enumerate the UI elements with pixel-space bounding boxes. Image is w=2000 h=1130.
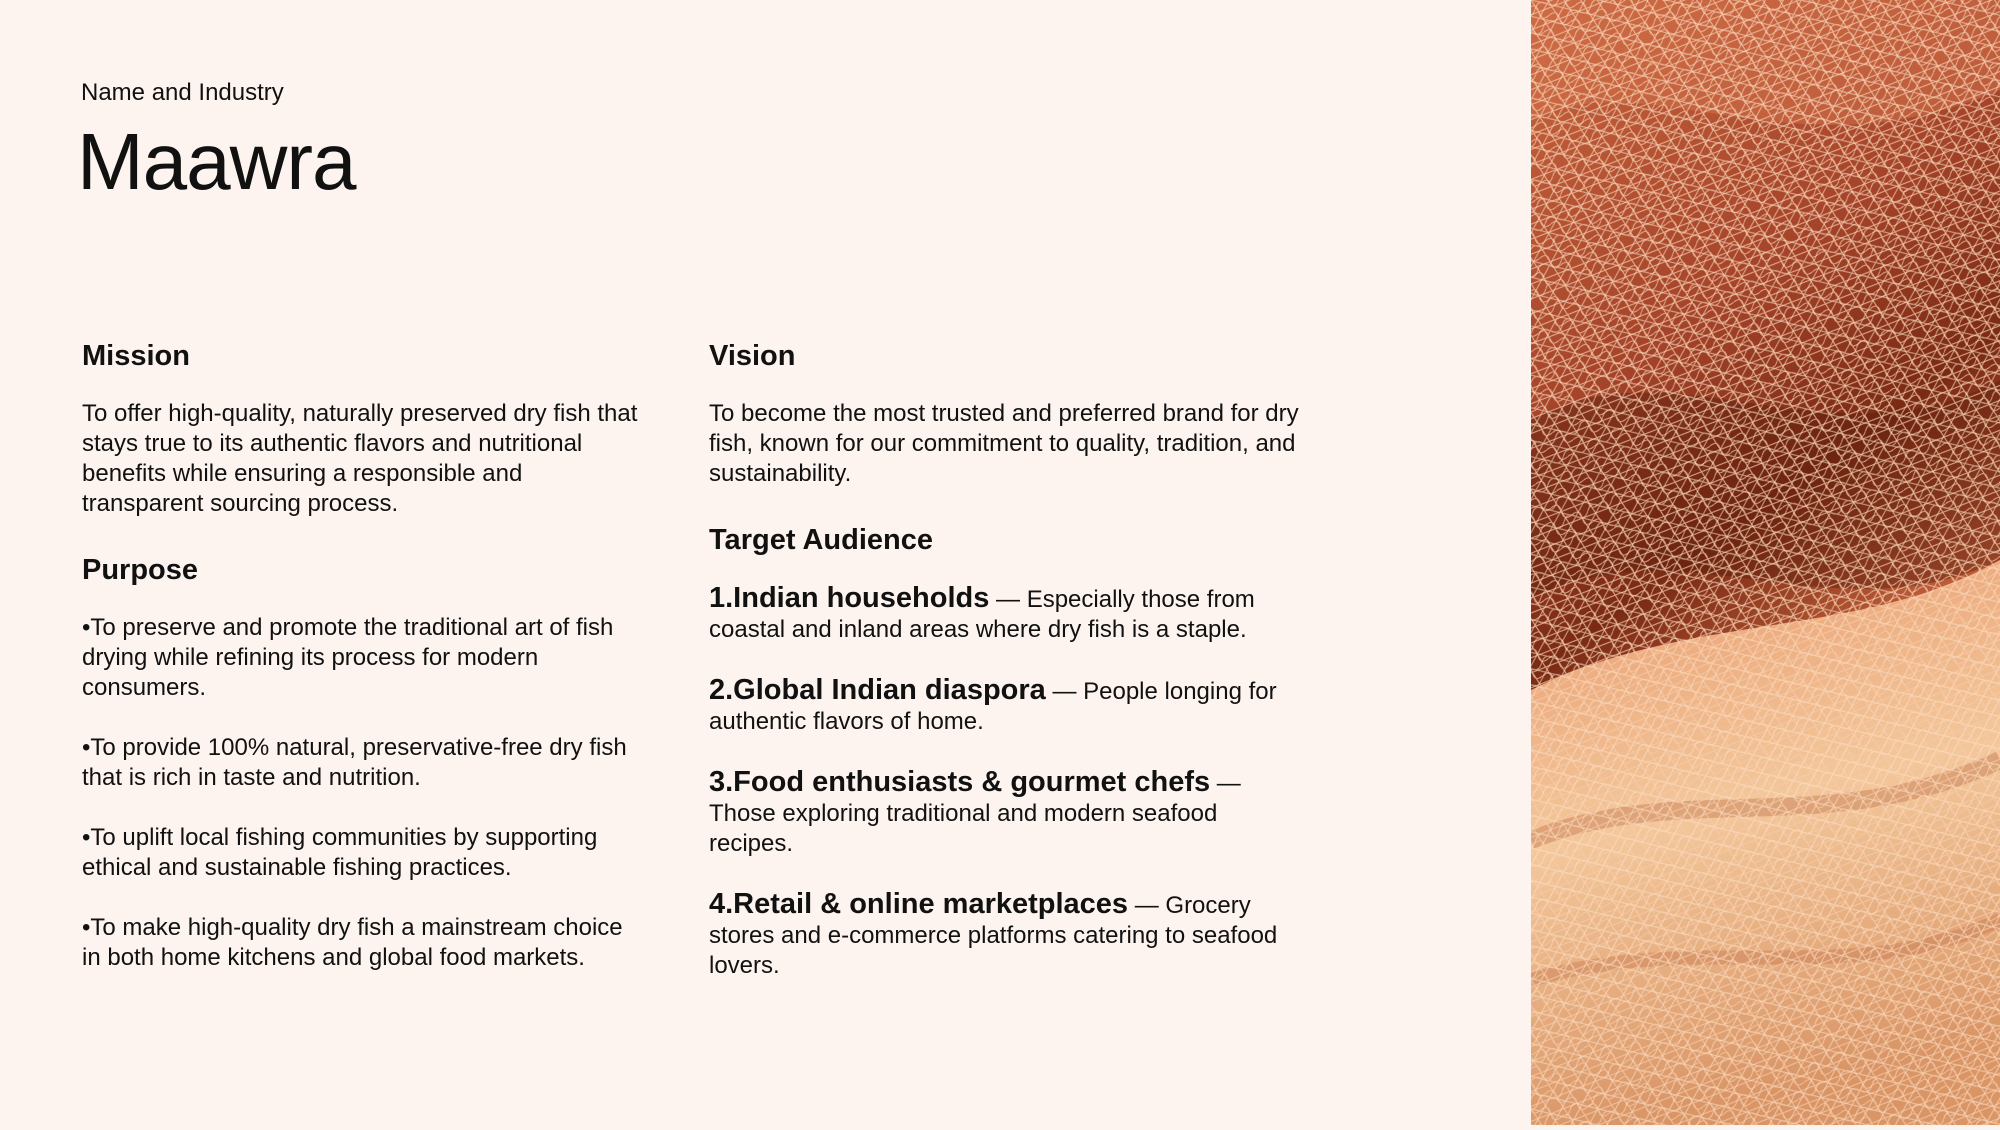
audience-desc: — Those exploring traditional and modern seafood recipes. <box>709 770 1241 857</box>
vision-heading: Vision <box>709 340 796 372</box>
mission-text: To offer high-quality, naturally preserved dry fish that stays true to its authentic flavors and nutritional benefits while ensuring a responsible and transparent sourcing process. <box>82 400 638 517</box>
audience-desc: — People longing for authentic flavors of home. <box>709 678 1277 735</box>
left-column <box>82 338 642 973</box>
purpose-item: •To preserve and promote the traditional art of fish drying while refining its process for modern consumers. <box>82 614 614 701</box>
fishing-net-photo <box>1531 0 2000 1125</box>
audience-item <box>709 889 1299 981</box>
purpose-heading: Purpose <box>82 554 199 586</box>
audience-title: 1.Indian households <box>709 582 990 614</box>
eyebrow-label: Name and Industry <box>81 79 284 106</box>
audience-title: 2.Global Indian diaspora <box>709 674 1046 706</box>
target-audience-heading: Target Audience <box>709 524 933 556</box>
purpose-item: •To uplift local fishing communities by supporting ethical and sustainable fishing practices. <box>82 824 598 881</box>
audience-desc: — Especially those from coastal and inland areas where dry fish is a staple. <box>709 586 1255 643</box>
right-column <box>709 338 1299 981</box>
audience-title: 4.Retail & online marketplaces <box>709 888 1129 920</box>
audience-item <box>709 583 1299 645</box>
mission-heading: Mission <box>82 340 190 372</box>
purpose-item: •To make high-quality dry fish a mainstream choice in both home kitchens and global food markets. <box>82 914 623 971</box>
vision-text: To become the most trusted and preferred brand for dry fish, known for our commitment to quality, tradition, and sustainability. <box>709 400 1299 487</box>
brand-title: Maawra <box>77 117 356 206</box>
audience-desc: — Grocery stores and e-commerce platforms catering to seafood lovers. <box>709 892 1278 979</box>
purpose-item: •To provide 100% natural, preservative-free dry fish that is rich in taste and nutrition. <box>82 734 627 791</box>
audience-item <box>709 767 1299 859</box>
audience-item <box>709 675 1299 737</box>
audience-title: 3.Food enthusiasts & gourmet chefs <box>709 766 1211 798</box>
fishing-net-illustration <box>1531 0 2000 1125</box>
